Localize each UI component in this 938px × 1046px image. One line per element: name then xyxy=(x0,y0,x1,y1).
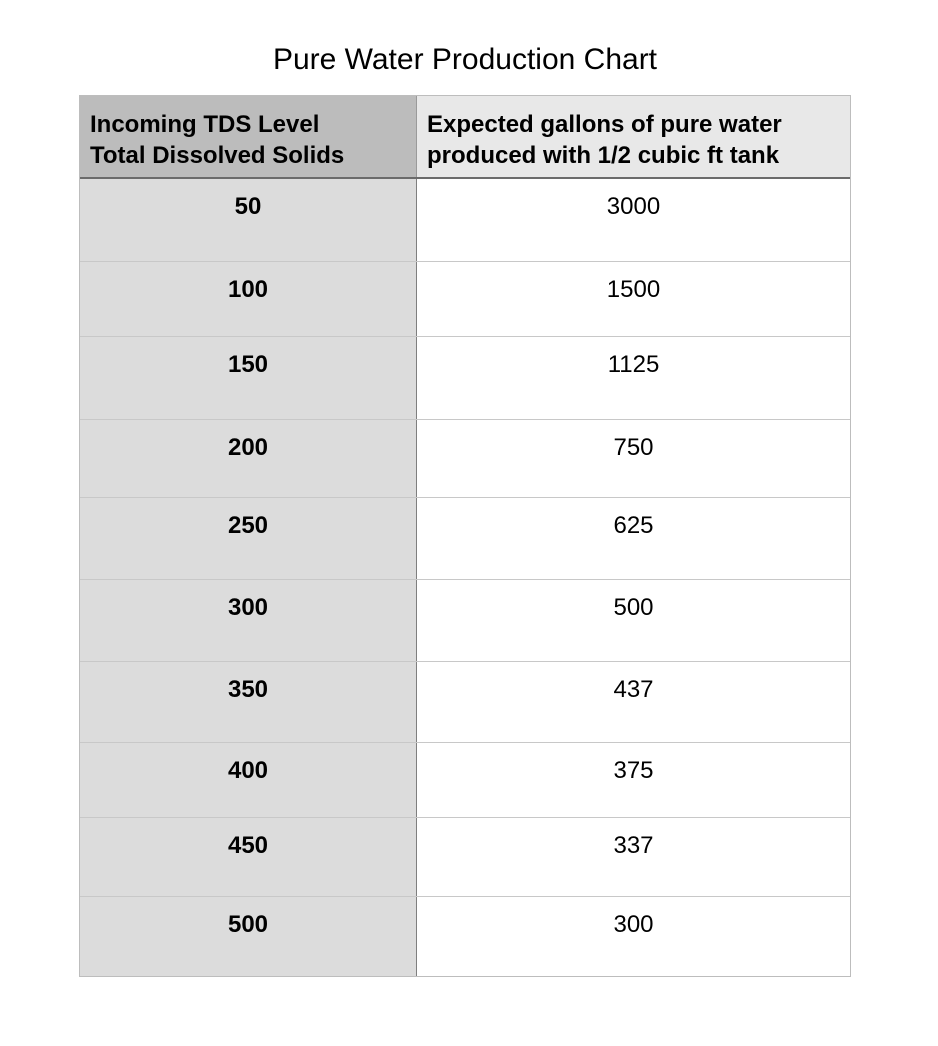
tds-cell: 400 xyxy=(80,743,417,817)
table-row xyxy=(80,420,850,498)
gallons-cell: 300 xyxy=(417,897,850,976)
header-tds-line-1: Incoming TDS Level xyxy=(90,111,320,138)
page-title: Pure Water Production Chart xyxy=(272,43,658,76)
table-row xyxy=(80,897,850,976)
gallons-cell: 375 xyxy=(417,743,850,817)
gallons-cell: 3000 xyxy=(417,179,850,261)
header-gallons-line-1: Expected gallons of pure water xyxy=(427,111,782,138)
table-row xyxy=(80,662,850,743)
header-gallons-line-2: produced with 1/2 cubic ft tank xyxy=(427,142,780,169)
gallons-cell: 437 xyxy=(417,662,850,742)
tds-cell: 450 xyxy=(80,818,417,896)
table-row xyxy=(80,337,850,420)
tds-cell: 200 xyxy=(80,420,417,497)
header-tds-line-2: Total Dissolved Solids xyxy=(90,142,345,169)
production-table xyxy=(79,95,851,977)
tds-cell: 500 xyxy=(80,897,417,976)
header-tds xyxy=(80,96,417,177)
header-gallons xyxy=(417,96,850,177)
gallons-cell: 1500 xyxy=(417,262,850,336)
gallons-cell: 625 xyxy=(417,498,850,579)
table-row xyxy=(80,743,850,818)
tds-cell: 50 xyxy=(80,179,417,261)
table-header xyxy=(80,96,850,179)
table-row xyxy=(80,818,850,897)
table-row xyxy=(80,179,850,262)
table-row xyxy=(80,580,850,662)
tds-cell: 150 xyxy=(80,337,417,419)
gallons-cell: 337 xyxy=(417,818,850,896)
table-row xyxy=(80,262,850,337)
tds-cell: 300 xyxy=(80,580,417,661)
gallons-cell: 750 xyxy=(417,420,850,497)
tds-cell: 250 xyxy=(80,498,417,579)
tds-cell: 350 xyxy=(80,662,417,742)
gallons-cell: 1125 xyxy=(417,337,850,419)
tds-cell: 100 xyxy=(80,262,417,336)
gallons-cell: 500 xyxy=(417,580,850,661)
table-row xyxy=(80,498,850,580)
